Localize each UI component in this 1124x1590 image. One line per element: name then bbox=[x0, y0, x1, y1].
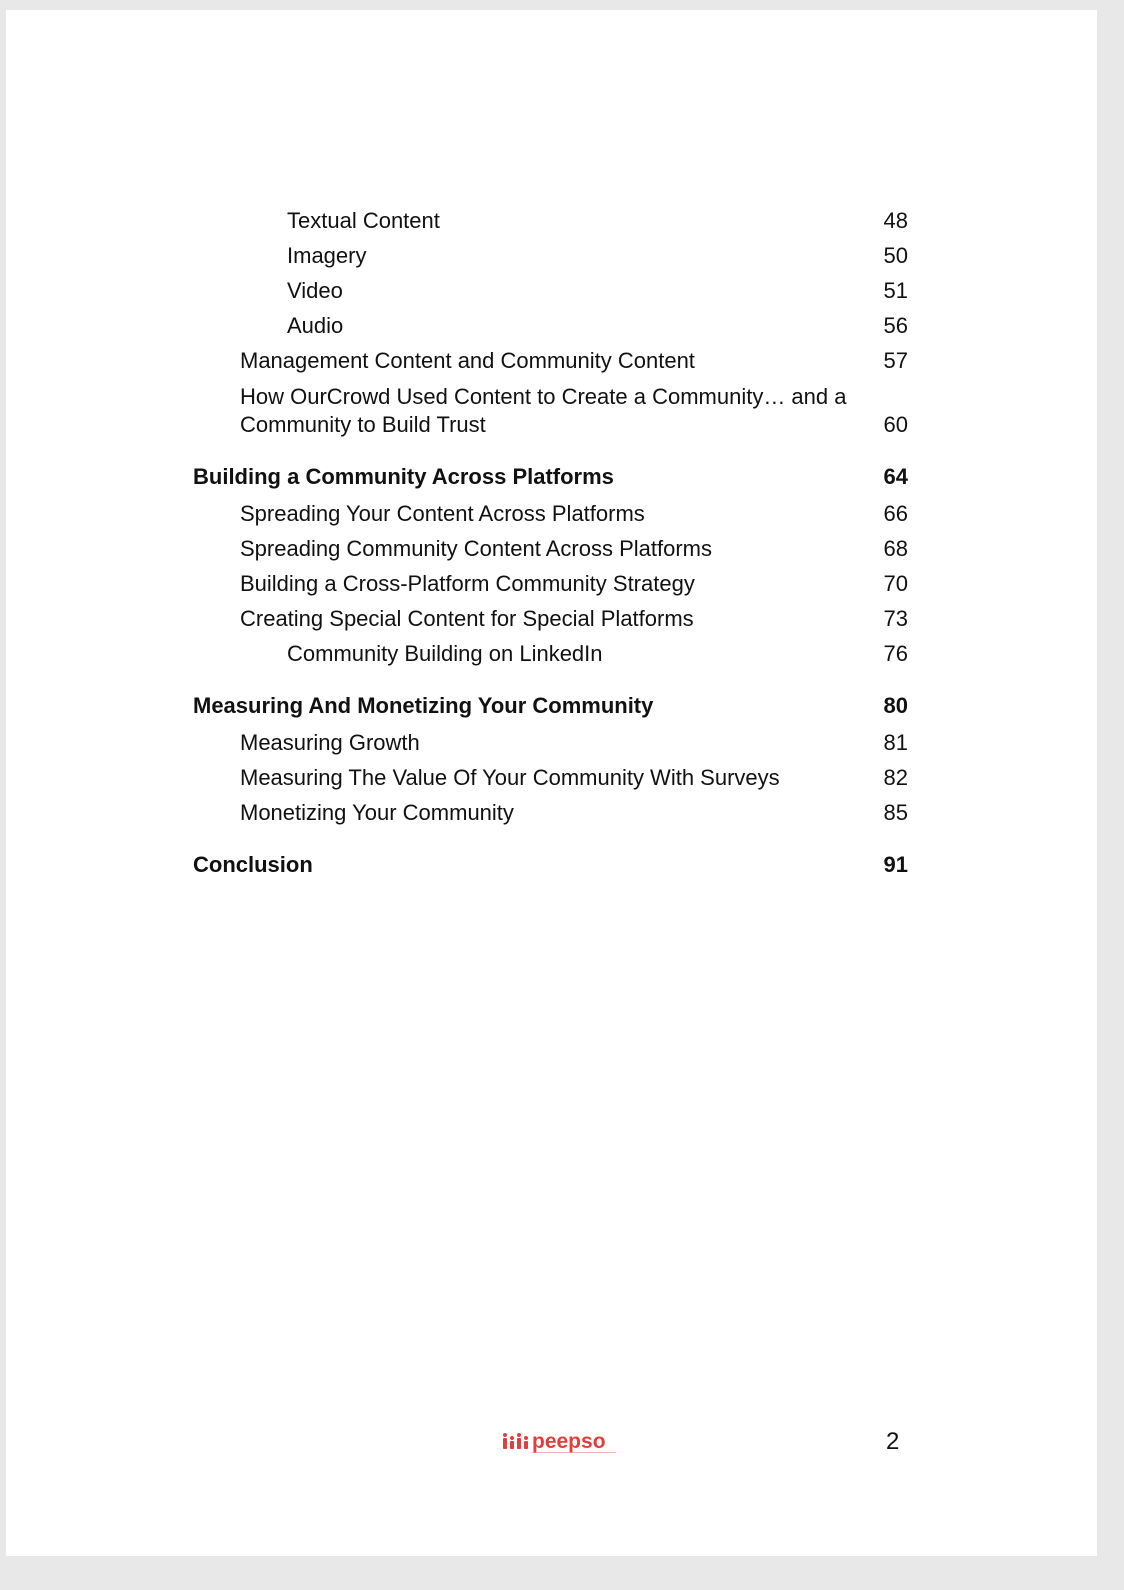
toc-entry[interactable] bbox=[193, 204, 908, 239]
svg-text:peepso: peepso bbox=[532, 1430, 606, 1453]
toc-entry-page: 81 bbox=[883, 730, 908, 755]
toc-section-heading[interactable] bbox=[193, 460, 908, 495]
toc-entry[interactable] bbox=[193, 309, 908, 344]
toc-entry-page: 91 bbox=[883, 852, 908, 877]
toc-entry-title: Textual Content bbox=[287, 208, 440, 233]
toc-entry-page: 51 bbox=[883, 278, 908, 303]
toc-entry-title: Audio bbox=[287, 313, 344, 338]
toc-entry-title: How OurCrowd Used Content to Create a Community… and a Community to Build Trust bbox=[240, 384, 847, 437]
toc-entry-title: Measuring Growth bbox=[240, 730, 420, 755]
toc-entry-title: Measuring And Monetizing Your Community bbox=[193, 693, 654, 718]
toc-section-heading[interactable] bbox=[193, 848, 908, 883]
toc-entry-page: 73 bbox=[883, 606, 908, 631]
toc-entry-title: Creating Special Content for Special Platforms bbox=[240, 606, 694, 631]
toc-entry-page: 56 bbox=[883, 313, 908, 338]
toc-entry-page: 85 bbox=[883, 800, 908, 825]
toc-entry-page: 68 bbox=[883, 536, 908, 561]
toc-entry[interactable] bbox=[193, 637, 908, 672]
toc-entry-page: 57 bbox=[883, 348, 908, 373]
toc-section-heading[interactable] bbox=[193, 689, 908, 724]
toc-entry-title: Spreading Your Content Across Platforms bbox=[240, 501, 645, 526]
toc-entry[interactable] bbox=[193, 379, 908, 443]
table-of-contents bbox=[193, 204, 908, 883]
toc-entry[interactable] bbox=[193, 274, 908, 309]
toc-entry-page: 50 bbox=[883, 243, 908, 268]
peepso-logo bbox=[501, 1426, 621, 1458]
toc-entry-title: Management Content and Community Content bbox=[240, 348, 695, 373]
toc-entry-title: Spreading Community Content Across Platforms bbox=[240, 536, 712, 561]
toc-entry-title: Monetizing Your Community bbox=[240, 800, 514, 825]
toc-entry[interactable] bbox=[193, 602, 908, 637]
document-page bbox=[6, 10, 1097, 1556]
toc-entry-page: 64 bbox=[883, 464, 908, 489]
toc-entry-title: Building a Cross-Platform Community Strategy bbox=[240, 571, 695, 596]
toc-entry-title: Community Building on LinkedIn bbox=[287, 641, 603, 666]
toc-entry[interactable] bbox=[193, 497, 908, 532]
toc-entry-page: 48 bbox=[883, 208, 908, 233]
toc-entry-title: Measuring The Value Of Your Community With Surveys bbox=[240, 765, 780, 790]
toc-entry[interactable] bbox=[193, 532, 908, 567]
toc-entry-page: 70 bbox=[883, 571, 908, 596]
toc-entry-page: 76 bbox=[883, 641, 908, 666]
toc-entry[interactable] bbox=[193, 726, 908, 761]
page-number: 2 bbox=[886, 1428, 900, 1455]
toc-entry[interactable] bbox=[193, 567, 908, 602]
toc-entry-page: 66 bbox=[883, 501, 908, 526]
toc-entry-page: 82 bbox=[883, 765, 908, 790]
toc-entry-title: Video bbox=[287, 278, 343, 303]
toc-entry-title: Building a Community Across Platforms bbox=[193, 464, 614, 489]
toc-entry-title: Conclusion bbox=[193, 852, 313, 877]
toc-entry[interactable] bbox=[193, 239, 908, 274]
toc-entry[interactable] bbox=[193, 344, 908, 379]
toc-entry-title: Imagery bbox=[287, 243, 367, 268]
toc-entry-page: 60 bbox=[883, 412, 908, 437]
toc-entry-page: 80 bbox=[883, 693, 908, 718]
toc-entry[interactable] bbox=[193, 796, 908, 831]
toc-entry[interactable] bbox=[193, 761, 908, 796]
